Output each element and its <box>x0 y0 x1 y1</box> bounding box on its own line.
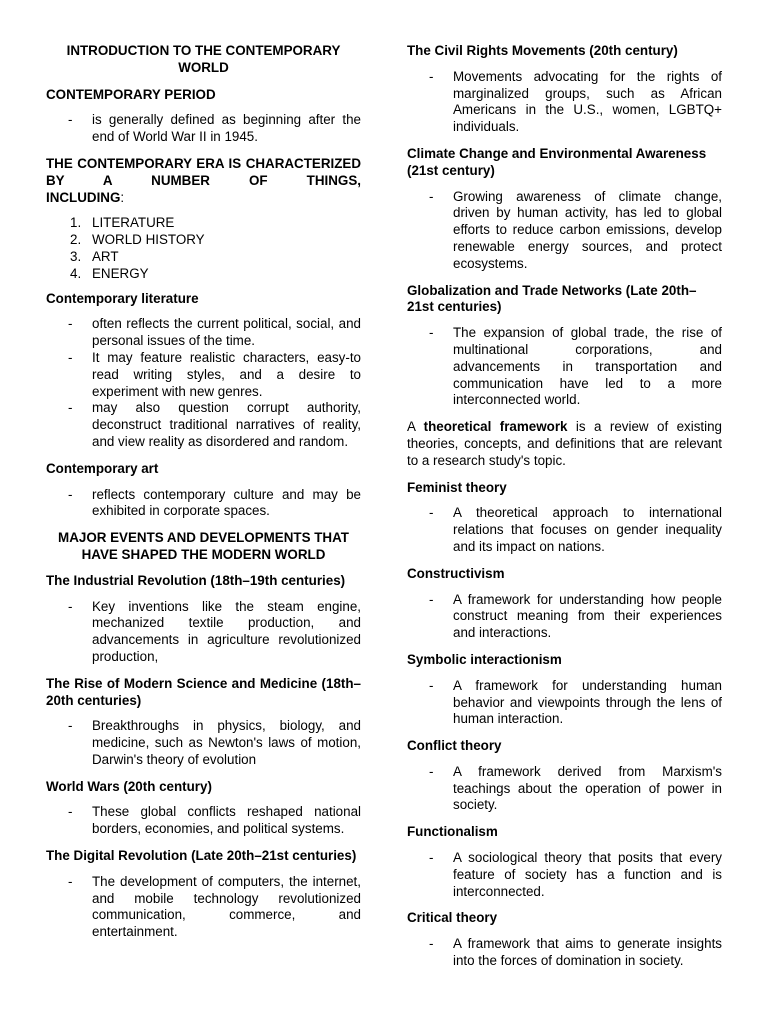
theory-list <box>407 850 722 900</box>
era-heading-text-end: INCLUDING <box>46 189 121 205</box>
section-title: The Industrial Revolution (18th–19th centuries) <box>46 572 346 588</box>
list-item: - The expansion of global trade, the rise of multinational corporations, and advancements in transportation and communication have led to a more interconnected world. <box>429 325 722 408</box>
theory-title: Critical theory <box>407 910 498 926</box>
theory-title: Symbolic interactionism <box>407 651 562 667</box>
list-item: - often reflects the current political, social, and personal issues of the time. <box>68 316 361 349</box>
theory-list <box>407 505 722 555</box>
art-heading: Contemporary art <box>46 460 159 476</box>
section-list <box>46 599 361 666</box>
section-title: The Rise of Modern Science and Medicine (18th–20th centuries) <box>46 675 361 708</box>
list-item: - The development of computers, the internet, and mobile technology revolutionized communication, commerce, and entertainment. <box>68 873 361 940</box>
era-heading <box>46 156 361 206</box>
theory-title: Feminist theory <box>407 479 507 495</box>
section-list <box>407 325 722 409</box>
list-item: - A sociological theory that posits that every feature of society has a function and is interconnected. <box>429 850 722 899</box>
right-column <box>407 43 722 980</box>
section-title: The Digital Revolution (Late 20th–21st centuries) <box>46 848 357 864</box>
list-item: - may also question corrupt authority, deconstruct traditional narratives of reality, and view reality as disordered and random. <box>68 400 361 449</box>
list-item: 2. WORLD HISTORY <box>70 232 205 248</box>
literature-list <box>46 316 361 450</box>
section-list <box>46 874 361 941</box>
list-item: - is generally defined as beginning after the end of World War II in 1945. <box>68 112 361 145</box>
framework-term: theoretical framework <box>423 419 568 435</box>
list-item: - Growing awareness of climate change, driven by human activity, has led to global efforts to reduce carbon emissions, develop renewable energy sources, and protect ecosystems. <box>429 188 722 271</box>
list-item: 4. ENERGY <box>70 265 149 281</box>
art-list <box>46 487 361 521</box>
theory-list <box>407 936 722 970</box>
list-item-text: is generally defined as beginning after the end of World War II in 1945. <box>92 112 361 145</box>
section-list <box>407 69 722 136</box>
section-title: World Wars (20th century) <box>46 778 212 794</box>
theory-title: Constructivism <box>407 565 505 581</box>
list-item: - Breakthroughs in physics, biology, and medicine, such as Newton's laws of motion, Darwin's theory of evolution <box>68 718 361 767</box>
section-title: Globalization and Trade Networks (Late 20th–21st centuries) <box>407 282 697 315</box>
theory-title: Conflict theory <box>407 738 502 754</box>
contemporary-period-heading: CONTEMPORARY PERIOD <box>46 86 216 102</box>
list-item: - A framework that aims to generate insights into the forces of domination in society. <box>429 936 722 969</box>
era-list <box>46 215 361 282</box>
framework-paragraph: A theoretical framework is a review of existing theories, concepts, and definitions that are relevant to a research study's topic. <box>407 419 722 468</box>
list-item: 1. LITERATURE <box>70 215 175 231</box>
list-item: - Movements advocating for the rights of marginalized groups, such as African Americans in the U.S., women, LGBTQ+ individuals. <box>429 68 722 135</box>
left-column <box>46 43 361 951</box>
list-item: - A framework derived from Marxism's teachings about the operation of power in society. <box>429 763 722 813</box>
list-item: 3. ART <box>70 248 119 264</box>
theory-list <box>407 678 722 728</box>
contemporary-period-list <box>46 112 361 146</box>
major-events-heading: MAJOR EVENTS AND DEVELOPMENTS THAT HAVE SHAPED THE MODERN WORLD <box>58 530 349 562</box>
list-item: - Key inventions like the steam engine, mechanized textile production, and advancements in agriculture revolutionized production, <box>68 598 361 664</box>
document-title: INTRODUCTION TO THE CONTEMPORARY WORLD <box>66 43 341 75</box>
list-item: - It may feature realistic characters, easy-to read writing styles, and a desire to experiment with new genres. <box>68 349 361 399</box>
list-item: - A framework for understanding how people construct meaning from their experiences and interactions. <box>429 591 722 641</box>
list-item: - A theoretical approach to international relations that focuses on gender inequality and its impact on nations. <box>429 505 722 554</box>
section-list <box>46 718 361 768</box>
section-list <box>407 189 722 273</box>
era-heading-text: THE CONTEMPORARY ERA IS CHARACTERIZED BY A NUMBER OF THINGS, <box>46 155 361 188</box>
literature-heading: Contemporary literature <box>46 290 199 306</box>
section-list <box>46 804 361 838</box>
theory-title: Functionalism <box>407 824 498 840</box>
list-item: - reflects contemporary culture and may be exhibited in corporate spaces. <box>68 486 361 519</box>
theory-list <box>407 592 722 642</box>
list-item: - A framework for understanding human behavior and viewpoints through the lens of human interaction. <box>429 677 722 727</box>
era-heading-colon: : <box>120 189 125 205</box>
section-title: Climate Change and Environmental Awareness (21st century) <box>407 145 707 178</box>
theory-list <box>407 764 722 814</box>
list-item: - These global conflicts reshaped national borders, economies, and political systems. <box>68 804 361 837</box>
section-title: The Civil Rights Movements (20th century) <box>407 43 678 58</box>
